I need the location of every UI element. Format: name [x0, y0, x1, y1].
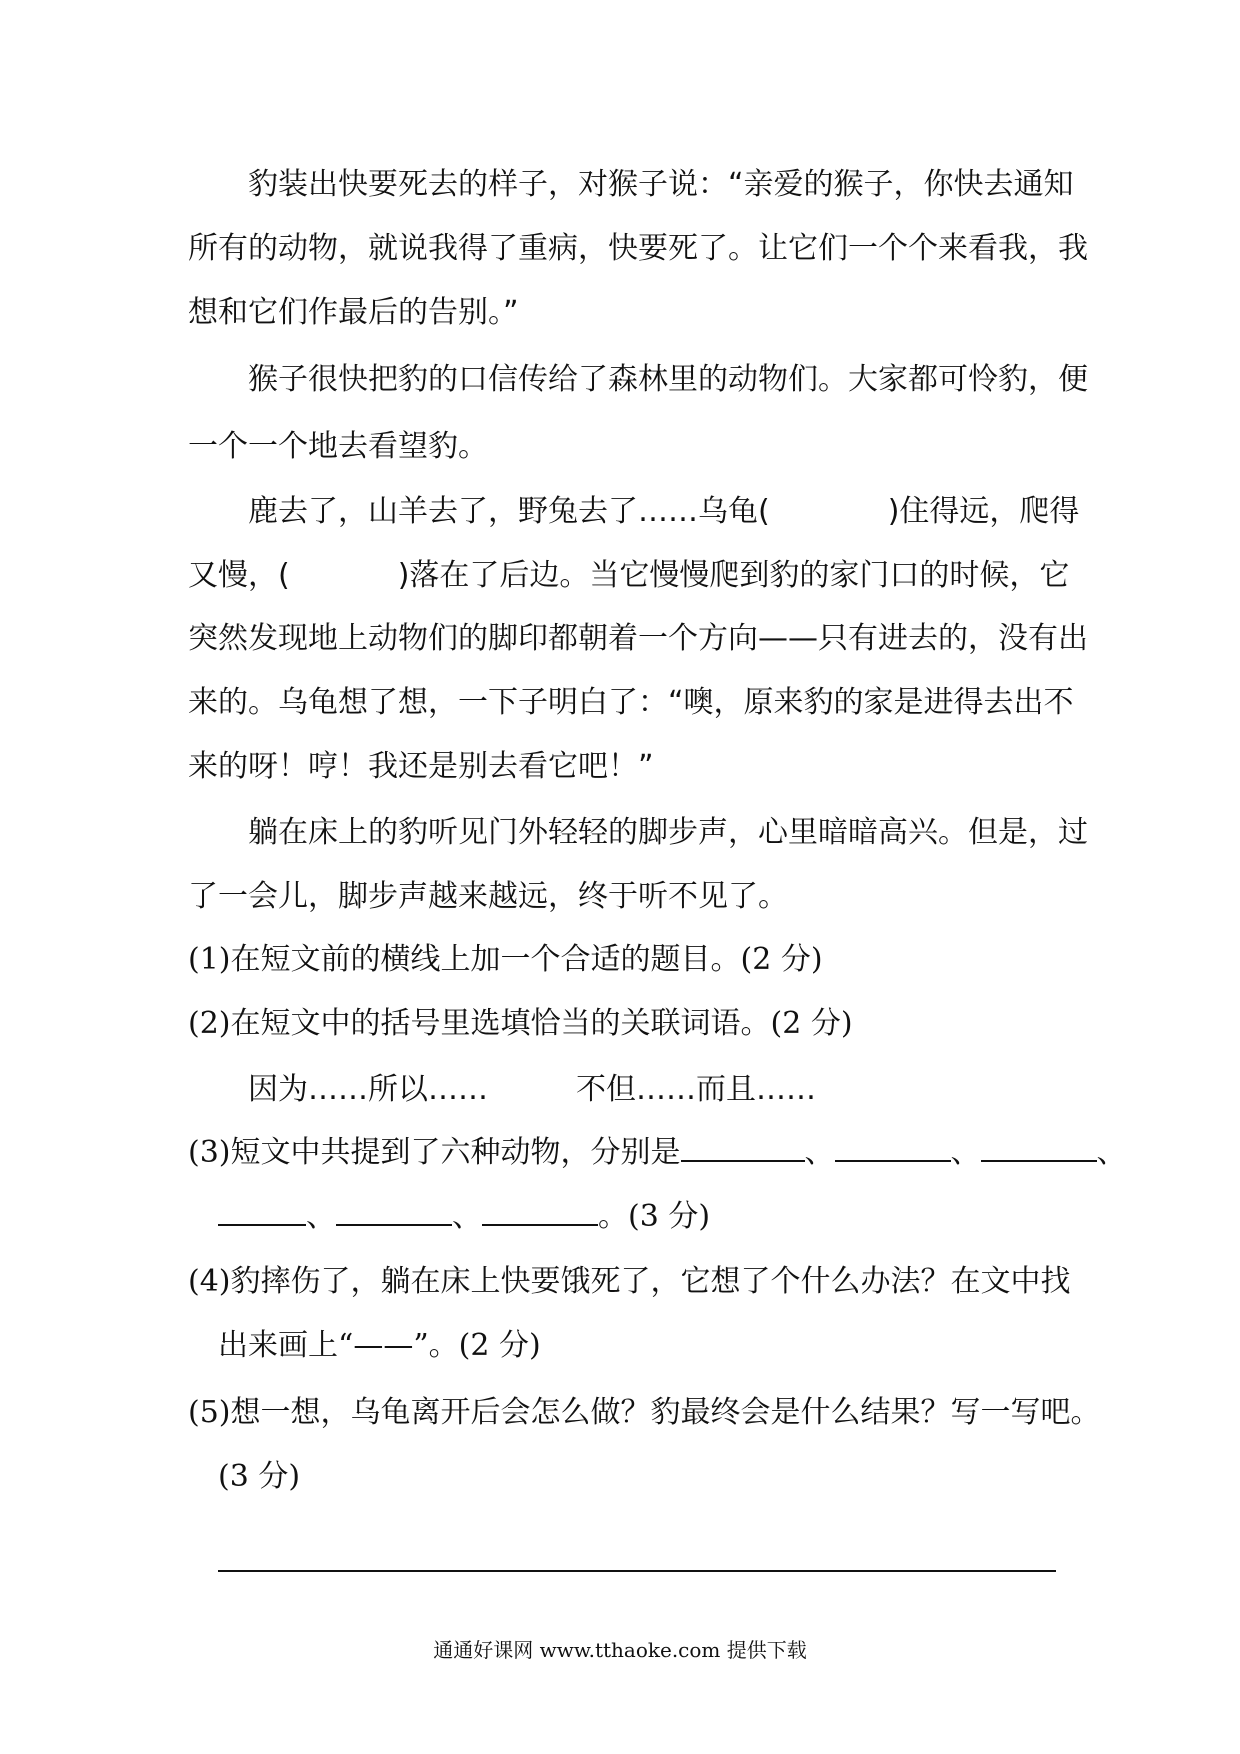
passage-p3-line1 [248, 492, 1079, 532]
passage-p3-line3: 突然发现地上动物们的脚印都朝着一个方向——只有进去的，没有出 [188, 621, 1088, 656]
passage-text: )落在了后边。当它慢慢爬到豹的家门口的时候，它 [397, 558, 1070, 593]
option-yinwei-suoyi: 因为……所以…… [248, 1072, 488, 1107]
footer-source: 通通好课网 www.tthaoke.com 提供下载 [433, 1638, 807, 1662]
option-budan-erqie: 不但……而且…… [576, 1072, 816, 1107]
question-5-line1: (5)想一想，乌龟离开后会怎么做？豹最终会是什么结果？写一写吧。 [188, 1395, 1101, 1430]
question-4-line2: 出来画上“——”。(2 分) [218, 1328, 541, 1363]
question-4-line1: (4)豹摔伤了，躺在床上快要饿死了，它想了个什么办法？在文中找 [188, 1264, 1071, 1299]
separator: 、 [1096, 1135, 1127, 1170]
answer-writing-line[interactable] [218, 1570, 1056, 1572]
question-3-end: 。(3 分) [598, 1199, 711, 1234]
passage-p2-line1: 猴子很快把豹的口信传给了森林里的动物们。大家都可怜豹，便 [248, 362, 1088, 397]
question-2: (2)在短文中的括号里选填恰当的关联词语。(2 分) [188, 1006, 853, 1041]
passage-p4-line1: 躺在床上的豹听见门外轻轻的脚步声，心里暗暗高兴。但是，过 [248, 815, 1088, 850]
passage-p3-line2 [188, 556, 1069, 596]
question-3-line2 [218, 1197, 710, 1237]
question-1: (1)在短文前的横线上加一个合适的题目。(2 分) [188, 942, 823, 977]
passage-p1-line2: 所有的动物，就说我得了重病，快要死了。让它们一个个来看我，我 [188, 231, 1088, 266]
answer-blank-animal-3[interactable] [981, 1134, 1097, 1162]
passage-p4-line2: 了一会儿，脚步声越来越远，终于听不见了。 [188, 879, 788, 914]
answer-blank-animal-4[interactable] [218, 1198, 306, 1226]
passage-text: 鹿去了，山羊去了，野兔去了……乌龟( [248, 494, 770, 529]
question-5-line2: (3 分) [218, 1459, 301, 1494]
passage-p1-line3: 想和它们作最后的告别。” [188, 295, 519, 330]
passage-p1-line1: 豹装出快要死去的样子，对猴子说：“亲爱的猴子，你快去通知 [248, 167, 1074, 202]
answer-blank-animal-1[interactable] [681, 1134, 805, 1162]
separator: 、 [804, 1135, 835, 1170]
separator: 、 [452, 1199, 482, 1234]
passage-text: )住得远，爬得 [887, 494, 1080, 529]
question-3-line1 [188, 1133, 1127, 1173]
question-3-prefix: (3)短文中共提到了六种动物，分别是 [188, 1135, 681, 1170]
answer-blank-animal-2[interactable] [835, 1134, 951, 1162]
passage-p3-line4: 来的。乌龟想了想，一下子明白了：“噢，原来豹的家是进得去出不 [188, 685, 1074, 720]
separator: 、 [306, 1199, 336, 1234]
passage-p3-line5: 来的呀！哼！我还是别去看它吧！” [188, 749, 654, 784]
passage-p2-line2: 一个一个地去看望豹。 [188, 429, 488, 464]
answer-blank-animal-6[interactable] [482, 1198, 598, 1226]
passage-text: 又慢，( [188, 558, 290, 593]
answer-blank-animal-5[interactable] [336, 1198, 452, 1226]
separator: 、 [950, 1135, 981, 1170]
question-2-options [248, 1070, 816, 1110]
